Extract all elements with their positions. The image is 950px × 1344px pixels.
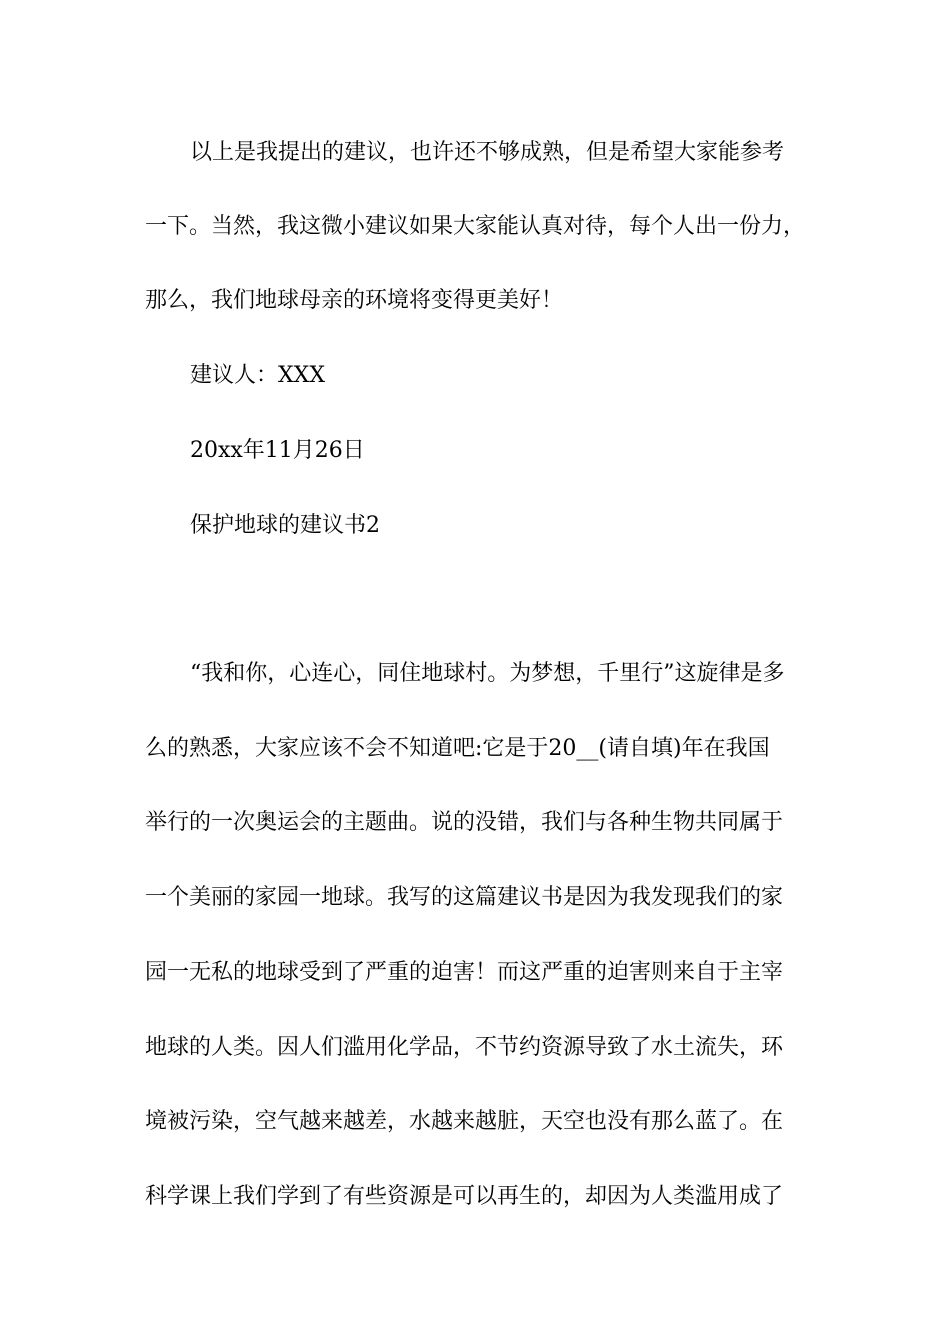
signature-date: 20xx年11月26日	[190, 438, 365, 463]
paragraph-1-line-2: 一下。当然，我这微小建议如果大家能认真对待，每个人出一份力，	[145, 214, 806, 239]
proposer-signature: 建议人：XXX	[190, 363, 325, 388]
paragraph-2-line-3: 举行的一次奥运会的主题曲。说的没错，我们与各种生物共同属于	[145, 810, 784, 835]
paragraph-1-line-1: 以上是我提出的建议，也许还不够成熟，但是希望大家能参考	[190, 140, 785, 165]
paragraph-2-line-7: 境被污染，空气越来越差，水越来越脏，天空也没有那么蓝了。在	[145, 1109, 784, 1134]
section-title: 保护地球的建议书2	[190, 513, 380, 538]
paragraph-1-line-3: 那么，我们地球母亲的环境将变得更美好！	[145, 288, 564, 313]
paragraph-2-line-4: 一个美丽的家园一地球。我写的这篇建议书是因为我发现我们的家	[145, 885, 784, 910]
paragraph-2-line-6: 地球的人类。因人们滥用化学品，不节约资源导致了水土流失，环	[145, 1035, 784, 1060]
paragraph-2-line-1: “我和你，心连心，同住地球村。为梦想，千里行”这旋律是多	[190, 661, 785, 686]
paragraph-2-line-8: 科学课上我们学到了有些资源是可以再生的，却因为人类滥用成了	[145, 1184, 784, 1209]
paragraph-2-line-5: 园一无私的地球受到了严重的迫害！而这严重的迫害则来自于主宰	[145, 960, 784, 985]
paragraph-2-line-2: 么的熟悉，大家应该不会不知道吧:它是于20__(请自填)年在我国	[145, 736, 770, 761]
